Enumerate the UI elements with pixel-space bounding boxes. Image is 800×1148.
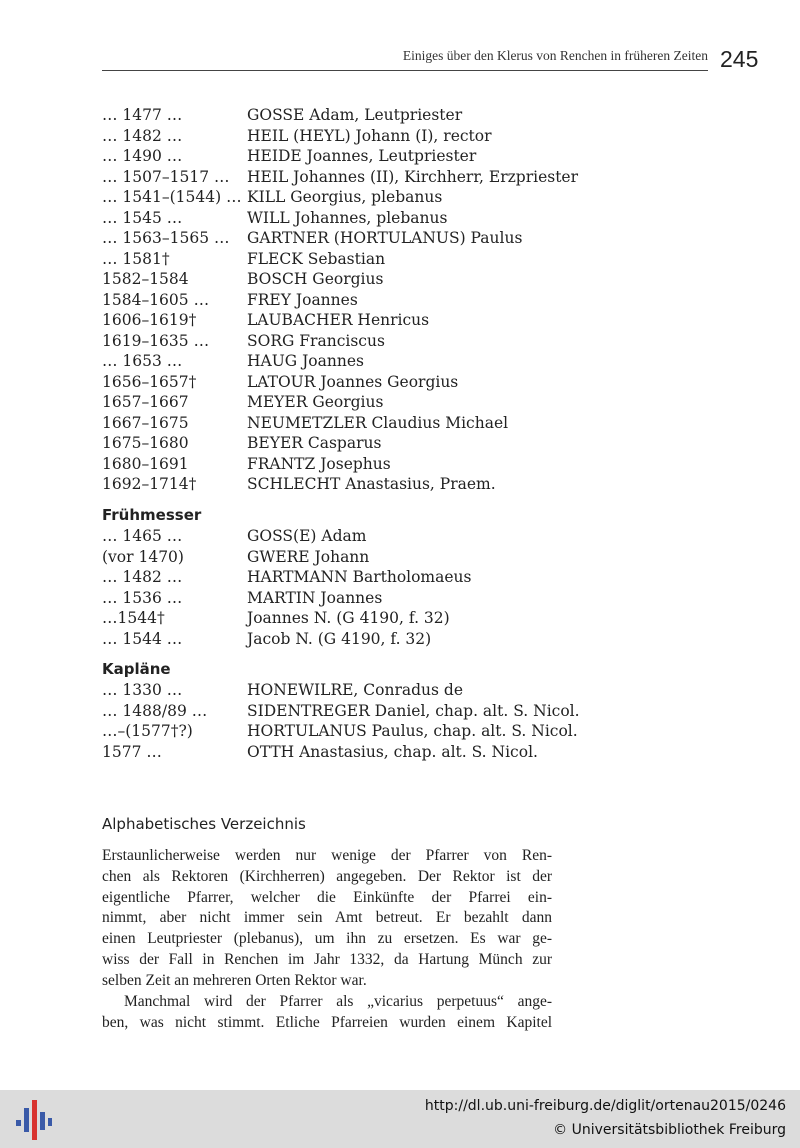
entry-name: OTTH Anastasius, chap. alt. S. Nicol. — [247, 742, 538, 761]
entry-date: … 1544 … — [102, 629, 183, 648]
entry-date: … 1477 … — [102, 106, 183, 124]
page-number: 245 — [720, 46, 759, 72]
entry-name: Jacob N. (G 4190, f. 32) — [247, 629, 432, 648]
entry-name: HARTMANN Bartholomaeus — [247, 568, 472, 586]
entry-date: … 1488/89 … — [102, 701, 208, 720]
entry-date: … 1507–1517 … — [102, 167, 230, 186]
entry-date: 1606–1619† — [102, 311, 197, 329]
list-item — [102, 433, 662, 454]
list-item — [102, 331, 662, 352]
text-line: wiss der Fall in Renchen im Jahr 1332, da Hartung Münch zur — [102, 950, 552, 968]
entry-date: … 1545 … — [102, 208, 183, 227]
entry-date: … 1482 … — [102, 126, 183, 145]
entry-date: … 1465 … — [102, 527, 183, 545]
entry-date: 1657–1667 — [102, 393, 189, 411]
entry-date: … 1536 … — [102, 588, 183, 607]
section-heading-fruehmesser: Frühmesser — [102, 506, 202, 524]
list-item — [102, 249, 662, 270]
entry-name: LAUBACHER Henricus — [247, 311, 430, 329]
list-item — [102, 588, 662, 609]
header-rule — [102, 70, 708, 71]
entry-name: GWERE Johann — [247, 547, 370, 566]
list-item — [102, 567, 662, 588]
section-heading-alphabetical: Alphabetisches Verzeichnis — [102, 815, 306, 833]
entry-name: GOSSE Adam, Leutpriester — [247, 106, 463, 124]
list-item — [102, 105, 662, 126]
list-item — [102, 372, 662, 393]
list-item — [102, 167, 662, 188]
entry-name: HAUG Joannes — [247, 352, 364, 370]
entry-date: … 1490 … — [102, 147, 183, 165]
list-item — [102, 547, 662, 568]
list-item — [102, 526, 662, 547]
list-item — [102, 721, 662, 742]
text-line: ben, was nicht stimmt. Etliche Pfarreien wurden einem Kapitel — [102, 1013, 552, 1031]
entry-name: WILL Johannes, plebanus — [247, 208, 448, 227]
entry-date: … 1563–1565 … — [102, 229, 230, 247]
entry-name: HEIDE Joannes, Leutpriester — [247, 147, 477, 165]
kaplaene-list — [102, 680, 662, 762]
list-item — [102, 310, 662, 331]
entry-date: 1692–1714† — [102, 475, 197, 493]
paragraph — [102, 992, 552, 1034]
entry-name: HORTULANUS Paulus, chap. alt. S. Nicol. — [247, 722, 578, 740]
text-line: selben Zeit an mehreren Orten Rektor war. — [102, 971, 367, 989]
list-item — [102, 608, 662, 629]
footer-bar — [0, 1090, 800, 1148]
entry-name: FRANTZ Josephus — [247, 454, 391, 473]
list-item — [102, 146, 662, 167]
entry-date: … 1653 … — [102, 352, 183, 370]
list-item — [102, 392, 662, 413]
list-item — [102, 742, 662, 763]
pfarrer-list — [102, 105, 662, 495]
entry-name: GOSS(E) Adam — [247, 527, 367, 545]
list-item — [102, 228, 662, 249]
text-line: einen Leutpriester (plebanus), um ihn zu ersetzen. Es war ge- — [102, 930, 552, 948]
entry-name: SORG Franciscus — [247, 331, 385, 350]
list-item — [102, 413, 662, 434]
entry-name: HONEWILRE, Conradus de — [247, 681, 463, 699]
text-line: eigentliche Pfarrer, welcher die Einkünfte der Pfarrei ein- — [102, 888, 552, 906]
entry-date: 1667–1675 — [102, 413, 189, 432]
entry-date: … 1541–(1544) … — [102, 188, 242, 206]
list-item — [102, 701, 662, 722]
entry-date: 1584–1605 … — [102, 290, 210, 309]
entry-date: … 1330 … — [102, 681, 183, 699]
entry-date: 1680–1691 — [102, 454, 189, 473]
list-item — [102, 187, 662, 208]
entry-name: HEIL Johannes (II), Kirchherr, Erzpriester — [247, 167, 579, 186]
entry-name: MARTIN Joannes — [247, 588, 383, 607]
entry-name: BOSCH Georgius — [247, 270, 384, 288]
paragraph — [102, 846, 552, 992]
list-item — [102, 454, 662, 475]
entry-name: FREY Joannes — [247, 290, 358, 309]
entry-name: BEYER Casparus — [247, 434, 382, 452]
entry-name: NEUMETZLER Claudius Michael — [247, 413, 509, 432]
footer-url-link[interactable]: http://dl.ub.uni-freiburg.de/diglit/ortenau2015/0246 — [424, 1098, 786, 1114]
list-item — [102, 208, 662, 229]
entry-date: … 1581† — [102, 249, 170, 268]
running-title: Einiges über den Klerus von Renchen in früheren Zeiten — [402, 48, 708, 63]
entry-date: 1582–1584 — [102, 270, 189, 288]
entry-date: …1544† — [102, 609, 165, 627]
list-item — [102, 351, 662, 372]
fruehmesser-list — [102, 526, 662, 649]
text-line: Manchmal wird der Pfarrer als „vicarius perpetuus“ ange- — [124, 993, 552, 1010]
entry-date: … 1482 … — [102, 568, 183, 586]
entry-name: MEYER Georgius — [247, 393, 384, 411]
ub-freiburg-logo-icon — [10, 1098, 54, 1142]
list-item — [102, 126, 662, 147]
entry-date: 1656–1657† — [102, 372, 197, 391]
entry-name: KILL Georgius, plebanus — [247, 188, 443, 206]
entry-date: 1619–1635 … — [102, 331, 210, 350]
footer-copyright: © Universitätsbibliothek Freiburg — [553, 1122, 786, 1138]
entry-name: FLECK Sebastian — [247, 249, 386, 268]
list-item — [102, 680, 662, 701]
entry-name: SCHLECHT Anastasius, Praem. — [247, 475, 496, 493]
entry-name: LATOUR Joannes Georgius — [247, 372, 459, 391]
list-item — [102, 290, 662, 311]
text-line: chen als Rektoren (Kirchherren) angegeben. Der Rektor ist der — [102, 867, 552, 885]
entry-name: SIDENTREGER Daniel, chap. alt. S. Nicol. — [247, 701, 580, 720]
list-item — [102, 629, 662, 650]
entry-name: HEIL (HEYL) Johann (I), rector — [247, 126, 492, 145]
entry-date: …–(1577†?) — [102, 722, 193, 740]
text-line: Erstaunlicherweise werden nur wenige der Pfarrer von Ren- — [102, 847, 552, 864]
entry-date: 1675–1680 — [102, 434, 189, 452]
entry-name: Joannes N. (G 4190, f. 32) — [247, 609, 450, 627]
text-line: nimmt, aber nicht immer sein Amt betreut. Er bezahlt dann — [102, 909, 552, 927]
list-item — [102, 474, 662, 495]
entry-date: (vor 1470) — [102, 547, 184, 566]
entry-name: GARTNER (HORTULANUS) Paulus — [247, 229, 523, 247]
entry-date: 1577 … — [102, 742, 162, 761]
section-heading-kaplaene: Kapläne — [102, 660, 171, 678]
list-item — [102, 269, 662, 290]
